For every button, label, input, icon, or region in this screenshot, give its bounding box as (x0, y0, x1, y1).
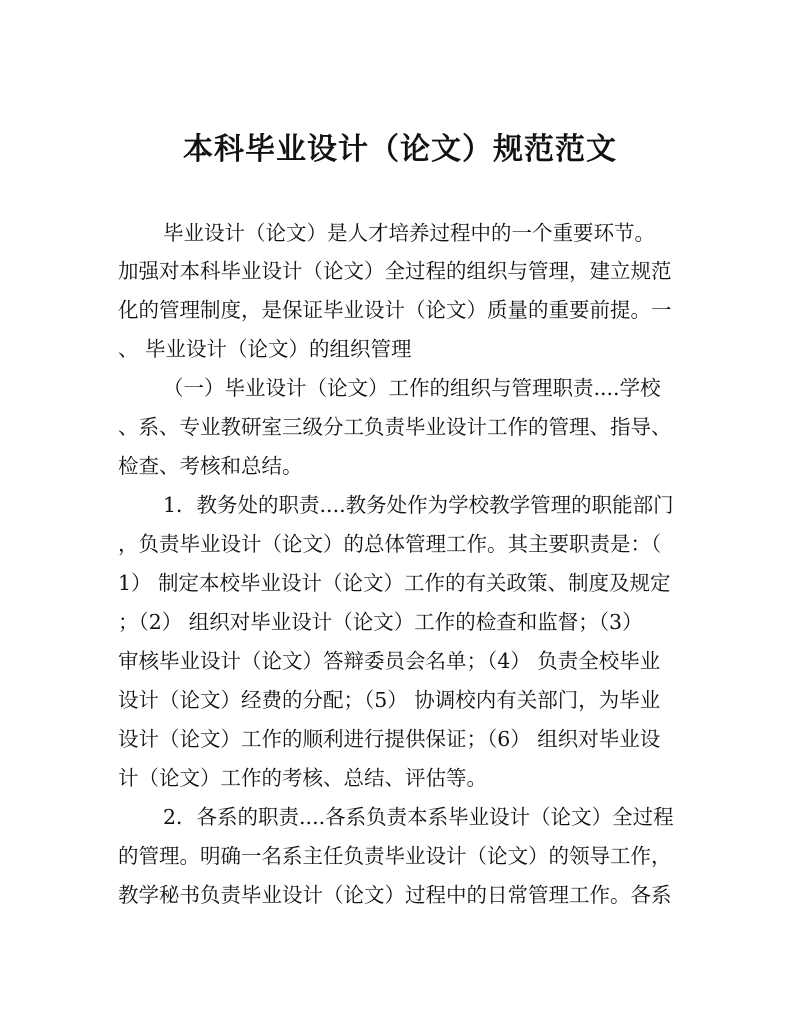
paragraph-line: 计（论文）工作的考核、总结、评估等。 (118, 766, 487, 790)
paragraph-line: 教学秘书负责毕业设计（论文）过程中的日常管理工作。各系 (118, 883, 672, 907)
paragraph-line: （一）毕业设计（论文）工作的组织与管理职责....学校 (163, 376, 661, 400)
paragraph-line: 化的管理制度，是保证毕业设计（论文）质量的重要前提。一 (118, 298, 672, 322)
paragraph-line: 检查、考核和总结。 (118, 454, 303, 478)
paragraph-line: 2．各系的职责....各系负责本系毕业设计（论文）全过程 (163, 805, 674, 829)
document-title: 本科毕业设计（论文）规范范文 (183, 132, 617, 167)
paragraph-line: 毕业设计（论文）是人才培养过程中的一个重要环节。 (163, 221, 655, 245)
paragraph-line: 的管理。明确一名系主任负责毕业设计（论文）的领导工作， (118, 844, 672, 868)
paragraph-line: 1） 制定本校毕业设计（论文）工作的有关政策、制度及规定 (118, 571, 671, 595)
paragraph-line: 1．教务处的职责....教务处作为学校教学管理的职能部门 (163, 493, 674, 517)
paragraph-line: ，负责毕业设计（论文）的总体管理工作。其主要职责是：（ (118, 532, 662, 556)
paragraph-line: 加强对本科毕业设计（论文）全过程的组织与管理，建立规范 (118, 259, 672, 283)
paragraph-line: 设计（论文）工作的顺利进行提供保证；（6） 组织对毕业设 (118, 727, 661, 751)
paragraph-line: 设计（论文）经费的分配；（5） 协调校内有关部门，为毕业 (118, 688, 661, 712)
paragraph-line: ；（2） 组织对毕业设计（论文）工作的检查和监督；（3） (118, 610, 643, 634)
paragraph-line: 审核毕业设计（论文）答辩委员会名单；（4） 负责全校毕业 (118, 649, 661, 673)
paragraph-line: 、系、专业教研室三级分工负责毕业设计工作的管理、指导、 (118, 415, 672, 439)
paragraph-line: 、 毕业设计（论文）的组织管理 (118, 337, 412, 361)
